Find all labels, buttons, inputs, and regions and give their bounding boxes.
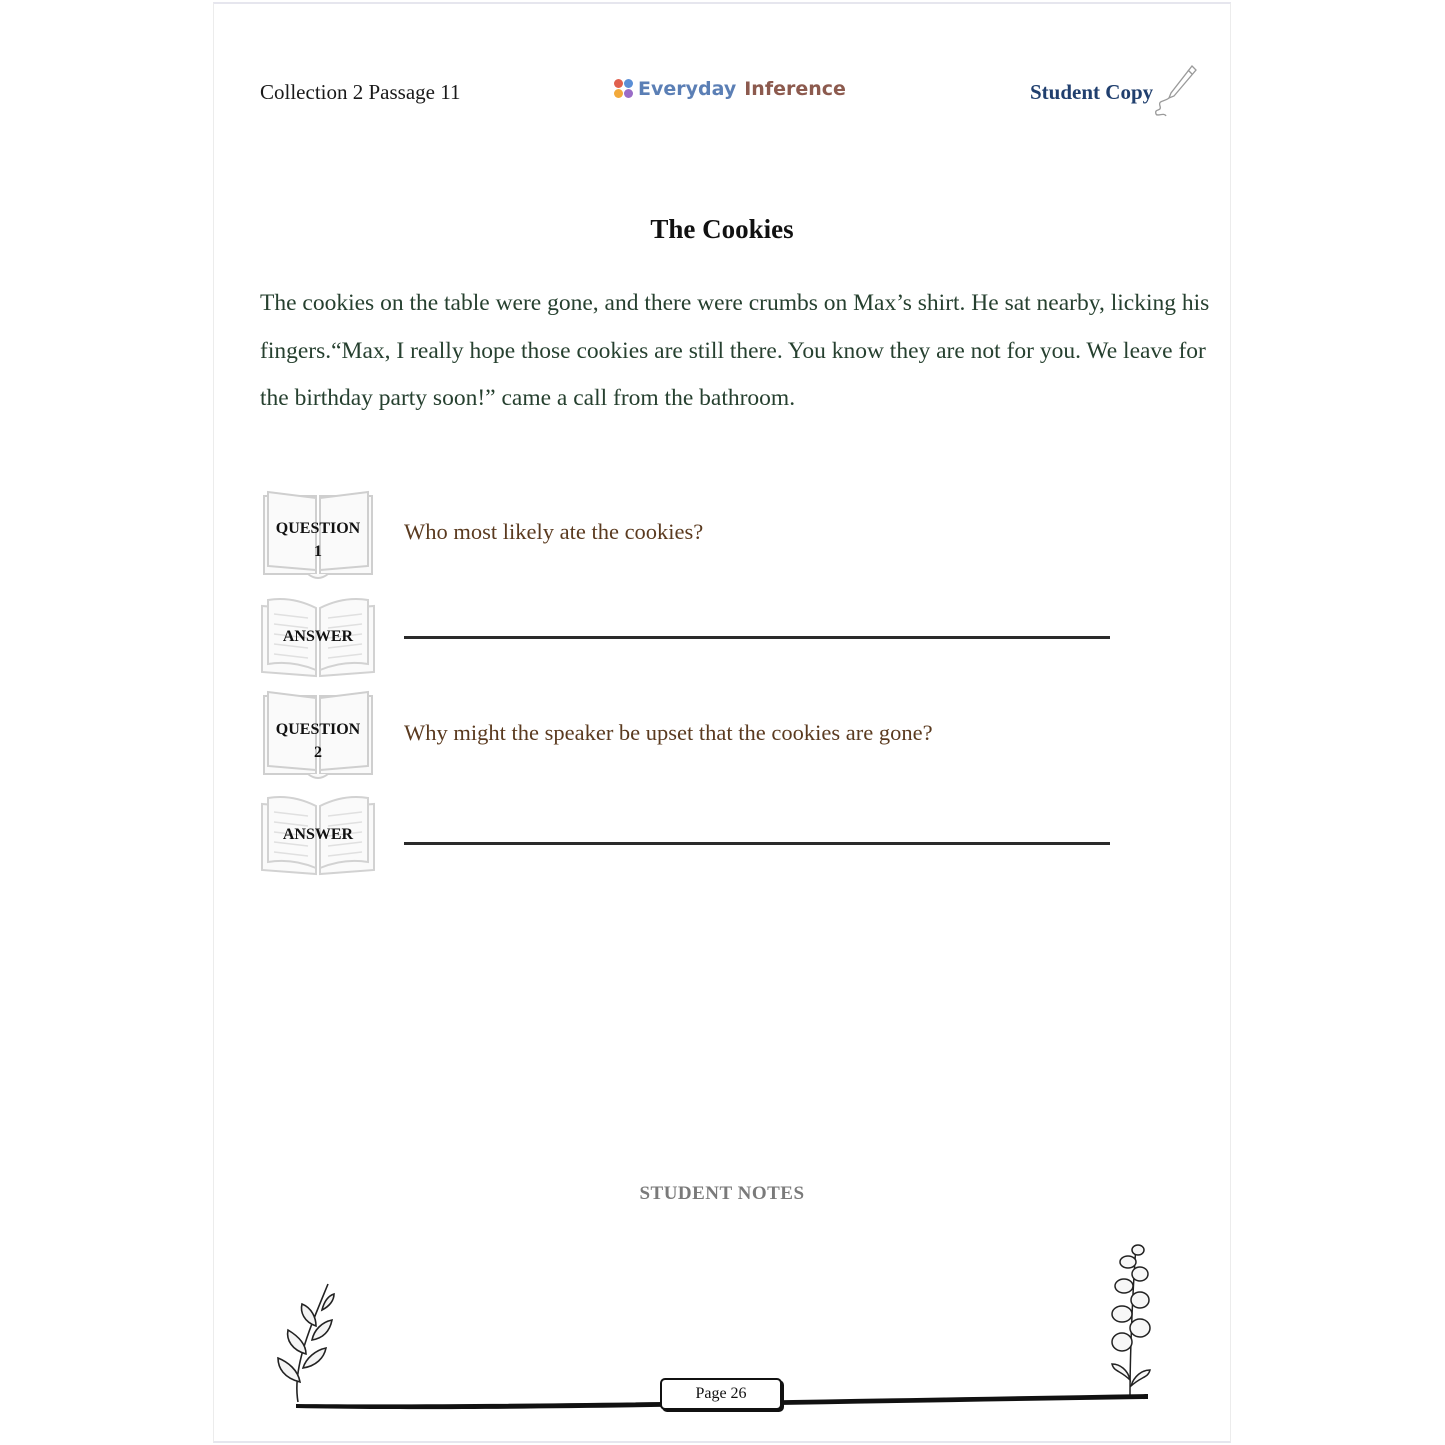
pen-icon xyxy=(1152,62,1198,118)
answer-label: ANSWER xyxy=(282,628,354,645)
answer-2-line[interactable] xyxy=(404,842,1110,845)
answer-label: ANSWER xyxy=(282,826,354,843)
page-number: Page 26 xyxy=(660,1378,782,1410)
brand-word-everyday: Everyday xyxy=(638,78,737,100)
question-2-text: Why might the speaker be upset that the cookies are gone? xyxy=(404,720,933,745)
question-book-icon xyxy=(260,490,376,582)
leaf-sprig-icon xyxy=(270,1278,340,1404)
answer-book-icon xyxy=(260,792,376,884)
brand-icon xyxy=(614,79,634,99)
foxglove-flower-icon xyxy=(1100,1240,1160,1400)
question-number: 1 xyxy=(314,543,322,560)
answer-1-line[interactable] xyxy=(404,636,1110,639)
brand-logo xyxy=(614,78,846,100)
student-copy-label: Student Copy xyxy=(1030,80,1154,104)
passage-title: The Cookies xyxy=(650,214,794,244)
question-label-word: QUESTION xyxy=(275,721,361,738)
answer-book-icon xyxy=(260,594,376,686)
brand-word-inference: Inference xyxy=(744,78,846,100)
question-book-icon xyxy=(260,690,376,782)
student-notes-title: STUDENT NOTES xyxy=(639,1183,805,1204)
collection-label: Collection 2 Passage 11 xyxy=(260,80,461,104)
question-label xyxy=(260,517,376,563)
question-number: 2 xyxy=(314,744,322,761)
question-1-text: Who most likely ate the cookies? xyxy=(404,519,704,544)
question-label xyxy=(260,718,376,764)
passage-text: The cookies on the table were gone, and there were crumbs on Max’s shirt. He sat nearby, licking his fingers.“Max, I really hope those cookies are still there. You know they are not for you. We leave for the birthday party soon!” came a call from the bathroom. xyxy=(260,290,1210,411)
question-label-word: QUESTION xyxy=(275,520,361,537)
